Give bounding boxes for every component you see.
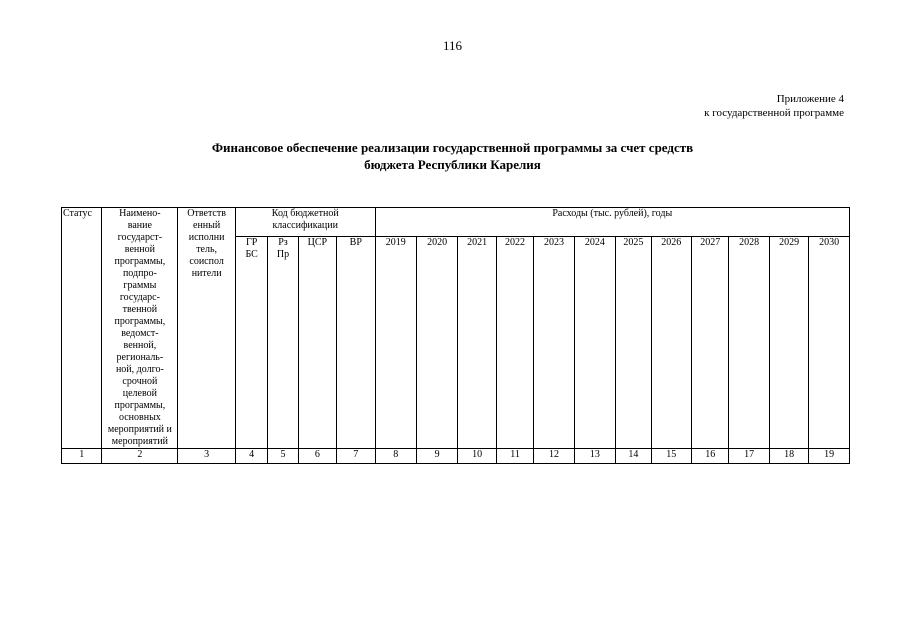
column-number: 2	[102, 449, 178, 464]
column-number: 13	[574, 449, 615, 464]
header-year-2030: 2030	[809, 237, 850, 449]
document-title-line-1: Финансовое обеспечение реализации государственной программы за счет средств	[211, 140, 694, 155]
column-number: 7	[337, 449, 375, 464]
column-number: 14	[616, 449, 651, 464]
column-number-row	[62, 449, 850, 464]
header-year-2025: 2025	[616, 237, 651, 449]
column-number: 18	[769, 449, 808, 464]
header-code-rzpr: Рз Пр	[268, 237, 298, 449]
header-code-csr: ЦСР	[298, 237, 336, 449]
column-number: 5	[268, 449, 298, 464]
header-year-2024: 2024	[574, 237, 615, 449]
column-number: 19	[809, 449, 850, 464]
appendix-reference	[704, 92, 844, 120]
header-code-grbs: ГР БС	[235, 237, 267, 449]
column-number: 4	[235, 449, 267, 464]
header-year-2027: 2027	[691, 237, 728, 449]
column-number: 8	[375, 449, 416, 464]
header-year-2022: 2022	[496, 237, 533, 449]
header-year-2020: 2020	[416, 237, 457, 449]
column-number: 3	[178, 449, 236, 464]
appendix-program-label: к государственной программе	[704, 107, 844, 119]
header-status: Статус	[62, 208, 102, 449]
column-number: 9	[416, 449, 457, 464]
header-year-2029: 2029	[769, 237, 808, 449]
header-executor: Ответств енный исполни тель, соиспол нители	[178, 208, 236, 449]
column-number: 16	[691, 449, 728, 464]
header-code-vr: ВР	[337, 237, 375, 449]
header-year-2021: 2021	[458, 237, 496, 449]
document-title-line-2: бюджета Республики Карелия	[364, 157, 541, 172]
column-number: 1	[62, 449, 102, 464]
document-title	[0, 139, 905, 173]
column-number: 12	[534, 449, 574, 464]
header-row-1	[62, 208, 850, 237]
header-year-2028: 2028	[729, 237, 769, 449]
column-number: 17	[729, 449, 769, 464]
column-number: 15	[651, 449, 691, 464]
appendix-label: Приложение 4	[776, 93, 844, 105]
page-number: 116	[442, 38, 463, 53]
header-year-2019: 2019	[375, 237, 416, 449]
column-number: 11	[496, 449, 533, 464]
column-number: 10	[458, 449, 496, 464]
header-program-name: Наимено- вание государст- венной программы, подпро- граммы государс- твенной программы, ведомст- венной, региональ- ной, долго- срочной целевой программы, основных мероприятий и мероприятий	[102, 208, 178, 449]
header-budget-code: Код бюджетной классификации	[235, 208, 375, 237]
header-year-2026: 2026	[651, 237, 691, 449]
financing-table	[61, 207, 850, 464]
header-expenses: Расходы (тыс. рублей), годы	[375, 208, 850, 237]
column-number: 6	[298, 449, 336, 464]
header-year-2023: 2023	[534, 237, 574, 449]
